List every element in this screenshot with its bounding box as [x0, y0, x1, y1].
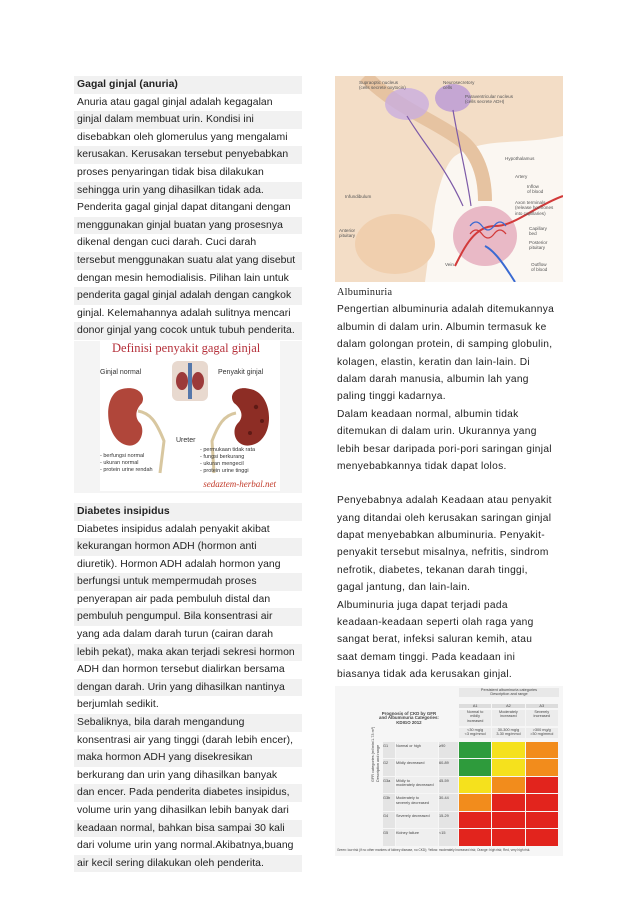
text-line: gagal jantung, dan lain-lain. — [337, 582, 471, 594]
text-line: Albuminuria juga dapat terjadi pada — [337, 599, 508, 611]
section-title-diabetes: Diabetes insipidus — [74, 503, 302, 521]
ckd-row-cat: G1 — [383, 742, 395, 759]
figure-hypothalamus — [335, 76, 563, 282]
text-line: berfungsi untuk mempermudah proses — [74, 573, 302, 591]
text-line: dari volume urin yang normal.Akibatnya,buang — [77, 840, 294, 852]
small-kidney-left — [176, 372, 188, 390]
figure-gagal-ginjal — [74, 341, 302, 493]
ckd-col-code: A2 — [492, 704, 524, 709]
text-line: dalam darah manusia, albumin lah yang — [337, 373, 529, 385]
text-line: keadaan-keadaan seperti olah raga yang — [337, 617, 534, 629]
ckd-risk-cell — [492, 777, 524, 794]
text-line: keadaan normal, bahkan bisa sampai 30 kali — [74, 820, 302, 838]
text-line: kerusakan. Kerusakan tersebut penyebabkan — [74, 146, 302, 164]
note-line: - permukaan tidak rata — [200, 446, 256, 453]
ckd-col-range: <30 mg/g <3 mg/mmol — [459, 728, 491, 738]
ckd-title — [379, 712, 439, 726]
note-line: - ukuran normal — [100, 459, 139, 466]
ckd-row-range: 30-44 — [439, 794, 458, 811]
ckd-col-desc: Moderately increased — [492, 710, 524, 726]
ckd-row-range: 60-89 — [439, 759, 458, 776]
ckd-col-range: >300 mg/g >30 mg/mmol — [526, 728, 558, 738]
label-ureter: Ureter — [176, 436, 196, 444]
text-line: penderita gagal ginjal adalah dengan cangkok — [74, 287, 302, 305]
ckd-risk-cell — [459, 812, 491, 829]
text-line: air kecil sering dilakukan oleh penderita. — [74, 855, 302, 873]
figure-ckd-prognosis — [335, 686, 563, 856]
label-axon-terminals: Axon terminals (release hormones into capillaries) — [515, 200, 554, 216]
ckd-row-desc: Kidney failure — [396, 829, 438, 846]
label-infundibulum: Infundibulum — [345, 194, 372, 199]
note-line: - berfungsi normal — [100, 452, 145, 459]
ckd-risk-cell — [459, 777, 491, 794]
text-line: Penderita gagal ginjal dapat ditangani dengan — [77, 202, 291, 214]
hypothalamus-illustration — [335, 76, 563, 282]
ckd-row-cat: G2 — [383, 759, 395, 776]
section-title-gagal-ginjal: Gagal ginjal (anuria) — [74, 76, 302, 94]
label-penyakit-ginjal: Penyakit ginjal — [218, 368, 264, 376]
text-line: saat demam tinggi. Pada keadaan ini — [337, 651, 516, 663]
albuminuria-body-1 — [335, 301, 563, 475]
label-neurosecretory: Neurosecretory cells — [443, 80, 475, 91]
ckd-col-desc: Normal to mildly increased — [459, 710, 491, 726]
text-line: proses penyaringan tidak bisa dilakukan — [77, 166, 264, 178]
text-line: dalam golongan protein, di samping globulin, — [337, 339, 553, 351]
section-title-albuminuria: Albuminuria — [337, 287, 393, 298]
anterior-pituitary-shape — [355, 214, 435, 274]
ckd-col-code: A1 — [459, 704, 491, 709]
ckd-title-line: Prognosis of CKD by GFR — [381, 710, 437, 716]
notes-ginjal-normal — [100, 453, 153, 474]
ckd-row-cat: G4 — [383, 812, 395, 829]
ckd-row-range: <15 — [439, 829, 458, 846]
text-line: pembuluh pengumpul. Bila konsentrasi air — [74, 608, 302, 626]
ckd-risk-cell — [459, 829, 491, 846]
ckd-risk-cell — [459, 742, 491, 759]
ckd-risk-cell — [526, 759, 558, 776]
text-line: kekurangan hormon ADH (hormon anti — [74, 538, 302, 556]
ckd-row-cat: G3b — [383, 794, 395, 811]
ckd-row-desc: Mildly to moderately decreased — [396, 777, 438, 794]
label-capillary-bed: Capillary bed — [529, 226, 547, 237]
text-line: tersebut menggunakan suatu alat yang disebut — [74, 252, 302, 270]
text-line: berkurang dan urin yang dihasilkan banyak — [77, 769, 278, 781]
gagal-ginjal-body — [74, 94, 302, 340]
text-line: ADH dan hormon tersebut dialirkan bersama — [77, 664, 285, 676]
text-line: Sebaliknya, bila darah mengandung — [74, 714, 302, 732]
ckd-col-desc: Severely increased — [526, 710, 558, 726]
text-line: sangat berat, infeksi saluran kemih, atau — [337, 634, 533, 646]
text-line: konsentrasi air yang tinggi (darah lebih encer), — [77, 734, 294, 746]
ckd-risk-cell — [492, 812, 524, 829]
ckd-row-desc: Mildly decreased — [396, 759, 438, 776]
text-line: kolagen, elastin, keratin dan lain-lain. Di — [337, 356, 530, 368]
ckd-row-range: ≥90 — [439, 742, 458, 759]
ckd-side-label: GFR categories (ml/min/1.73 m²) Description and range — [371, 726, 380, 782]
spacer — [335, 475, 563, 492]
ckd-col-code: A3 — [526, 704, 558, 709]
albuminuria-body-2 — [335, 492, 563, 683]
ckd-risk-cell — [492, 829, 524, 846]
text-line: dengan mesin hemodialisis. Pilihan lain untuk — [77, 272, 289, 284]
kidney-spot — [248, 431, 252, 435]
text-line: dan encer. Pada penderita diabetes insipidus, — [74, 784, 302, 802]
notes-penyakit-ginjal — [200, 447, 255, 475]
ckd-row-cat: G3a — [383, 777, 395, 794]
text-line: menyebabkannya tidak dapat lolos. — [337, 460, 507, 472]
note-line: - ukuran mengecil — [200, 460, 244, 467]
ckd-row-range: 15-29 — [439, 812, 458, 829]
ckd-title-line: KDIGO 2012 — [396, 719, 422, 725]
text-line: Anuria atau gagal ginjal adalah kegagalan — [77, 96, 273, 108]
posterior-pituitary-shape — [453, 206, 517, 266]
note-line: - protein urine tinggi — [200, 467, 249, 474]
text-line: nefrotik, diabetes, tekanan darah tinggi, — [337, 564, 528, 576]
label-inflow: Inflow of blood — [527, 184, 544, 195]
label-anterior-pituitary: Anterior pituitary — [339, 228, 356, 239]
text-line: Diabetes insipidus adalah penyakit akibat — [77, 523, 270, 535]
text-line: dikenal dengan cuci darah. Cuci darah — [77, 237, 257, 249]
label-outflow: Outflow of blood — [531, 262, 548, 273]
text-line: lebih pekat), maka akan terjadi sekresi hormon — [74, 644, 302, 662]
text-line: penyerapan air pada pembuluh distal dan — [77, 593, 271, 605]
ckd-row-desc: Severely decreased — [396, 812, 438, 829]
label-ginjal-normal: Ginjal normal — [100, 368, 142, 376]
note-line: - fungsi berkurang — [200, 453, 245, 460]
right-column — [335, 76, 563, 856]
text-line: ditemukan di dalam urin. Ukurannya yang — [337, 426, 537, 438]
label-vein: Vein — [445, 262, 454, 267]
text-line: sehingga urin yang dihasilkan tidak ada. — [74, 182, 302, 200]
supraoptic-nucleus — [385, 88, 429, 120]
text-line: disebabkan oleh glomerulus yang mengalami — [77, 131, 288, 143]
ckd-row-range: 45-59 — [439, 777, 458, 794]
text-line: albumin di dalam urin. Albumin termasuk ke — [337, 321, 547, 333]
text-line: Penyebabnya adalah Keadaan atau penyakit — [337, 495, 552, 507]
ckd-footnote: Green: low risk (if no other markers of kidney disease, no CKD); Yellow: moderately increased risk; Orange: high risk; Red, very high risk. — [337, 847, 531, 852]
figure-gagal-ginjal-title: Definisi penyakit gagal ginjal — [112, 340, 261, 355]
ckd-row-desc: Normal or high — [396, 742, 438, 759]
label-hypothalamus: Hypothalamus — [505, 156, 535, 161]
left-column — [74, 76, 302, 872]
ckd-risk-cell — [526, 742, 558, 759]
ckd-risk-cell — [526, 829, 558, 846]
text-line: Pengertian albuminuria adalah ditemukannya — [337, 304, 555, 316]
ckd-risk-cell — [459, 759, 491, 776]
label-artery: Artery — [515, 174, 528, 179]
label-paraventricular: Paraventricular nucleus (cells secrete ADH) — [465, 94, 514, 105]
text-line: lebih besar daripada pori-pori saringan ginjal — [337, 443, 552, 455]
text-line: yang ditandai oleh kerusakan saringan ginjal — [337, 512, 552, 524]
text-line: biasanya tidak ada kerusakan ginjal. — [337, 669, 513, 681]
text-line: volume urin yang dihasilkan lebih banyak dari — [77, 805, 289, 816]
figure-source-site: sedaztem-herbal.net — [203, 478, 276, 489]
spacer — [74, 493, 302, 503]
text-line: maka hormon ADH yang disekresikan — [74, 749, 302, 767]
text-line: ginjal. Kelemahannya adalah sulitnya mencari — [77, 307, 291, 319]
ckd-risk-cell — [526, 794, 558, 811]
figure-gagal-ginjal-canvas — [100, 341, 280, 491]
ckd-title-line: and Albuminuria Categories: — [379, 715, 439, 721]
text-line: menggunakan ginjal buatan yang prosesnya — [74, 217, 302, 235]
aorta-shape — [188, 363, 192, 399]
text-line: ginjal dalam membuat urin. Kondisi ini — [74, 111, 302, 129]
text-line: dapat menyebabkan albuminuria. Penyakit- — [337, 530, 545, 542]
label-supraoptic: Supraoptic nucleus (cells secrete oxytocin) — [359, 80, 406, 91]
text-line: yang ada dalam darah turun (cairan darah — [77, 629, 274, 641]
small-kidney-right — [192, 372, 204, 390]
ckd-risk-cell — [492, 742, 524, 759]
kidney-spot — [254, 405, 258, 409]
ckd-risk-cell — [459, 794, 491, 811]
kidney-spot — [260, 419, 264, 423]
text-line: donor ginjal yang cocok untuk tubuh penderita. — [74, 322, 302, 340]
kidney-normal-shape — [108, 388, 143, 445]
ckd-risk-cell — [526, 777, 558, 794]
text-line: penyakit tersebut misalnya, nefritis, sindrom — [337, 547, 549, 559]
ckd-risk-cell — [492, 794, 524, 811]
ckd-header: Persistent albuminuria categories Description and range — [459, 688, 559, 697]
note-line: - protein urine rendah — [100, 466, 153, 473]
ckd-col-range: 30-300 mg/g 3-30 mg/mmol — [492, 728, 524, 738]
kidney-sakit-shape — [232, 388, 269, 445]
label-posterior-pituitary: Posterior pituitary — [529, 240, 548, 251]
ckd-row-desc: Moderately to severely decreased — [396, 794, 438, 811]
ckd-row-cat: G5 — [383, 829, 395, 846]
ckd-risk-cell — [492, 759, 524, 776]
text-line: paling tinggi kadarnya. — [337, 391, 446, 403]
diabetes-body — [74, 521, 302, 873]
text-line: berjumlah sedikit. — [77, 699, 159, 711]
text-line: dengan darah. Urin yang dihasilkan nantinya — [74, 679, 302, 697]
ckd-risk-cell — [526, 812, 558, 829]
text-line: Dalam keadaan normal, albumin tidak — [337, 408, 519, 420]
text-line: diuretik). Hormon ADH adalah hormon yang — [77, 558, 281, 570]
